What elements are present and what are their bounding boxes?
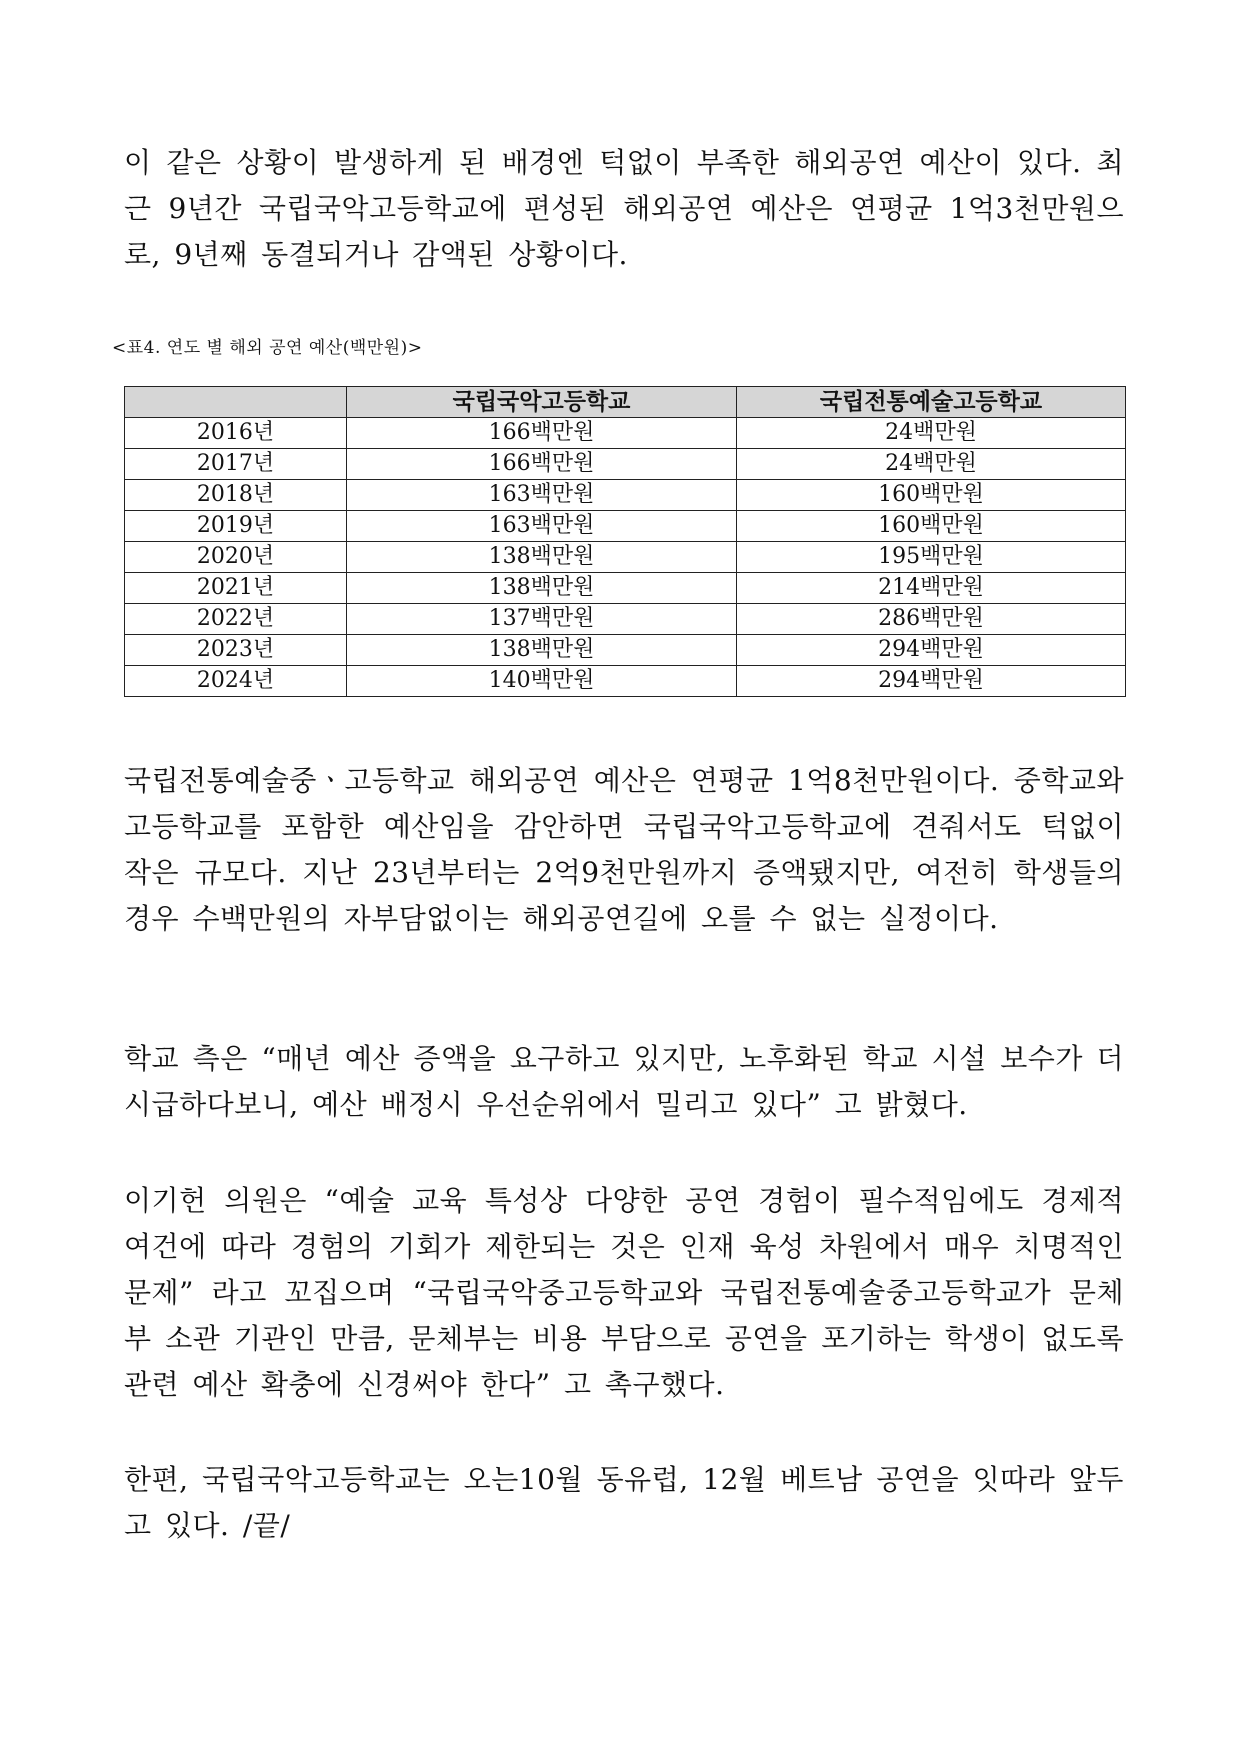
table-cell-gugak: 163백만원 <box>347 511 737 542</box>
table-row <box>125 449 1126 480</box>
body-paragraph-background: 이 같은 상황이 발생하게 된 배경엔 턱없이 부족한 해외공연 예산이 있다. 최근 9년간 국립국악고등학교에 편성된 해외공연 예산은 연평균 1억3천만원으로, 9년째 동결되거나 감액된 상황이다. <box>124 146 1124 271</box>
table-row <box>125 604 1126 635</box>
table-cell-arts: 294백만원 <box>737 635 1126 666</box>
table-cell-arts: 195백만원 <box>737 542 1126 573</box>
table-cell-year: 2016년 <box>125 418 347 449</box>
table-cell-year: 2022년 <box>125 604 347 635</box>
table-header-year <box>125 387 347 418</box>
table-cell-year: 2024년 <box>125 666 347 697</box>
body-paragraph-traditional-arts-budget: 국립전통예술중ㆍ고등학교 해외공연 예산은 연평균 1억8천만원이다. 중학교와 고등학교를 포함한 예산임을 감안하면 국립국악고등학교에 견줘서도 턱없이 작은 규모다. 지난 23년부터는 2억9천만원까지 증액됐지만, 여전히 학생들의 경우 수백만원의 자부담없이는 해외공연길에 오를 수 없는 실정이다. <box>124 764 1124 935</box>
table-row <box>125 511 1126 542</box>
table-cell-gugak: 166백만원 <box>347 449 737 480</box>
table-cell-arts: 160백만원 <box>737 480 1126 511</box>
table-cell-gugak: 166백만원 <box>347 418 737 449</box>
table-cell-gugak: 163백만원 <box>347 480 737 511</box>
table-cell-arts: 24백만원 <box>737 449 1126 480</box>
table-header-row <box>125 387 1126 418</box>
table-caption: <표4. 연도 별 해외 공연 예산(백만원)> <box>112 338 423 358</box>
budget-table <box>124 386 1126 697</box>
table-cell-year: 2017년 <box>125 449 347 480</box>
table-cell-arts: 286백만원 <box>737 604 1126 635</box>
table-cell-arts: 24백만원 <box>737 418 1126 449</box>
table-cell-year: 2019년 <box>125 511 347 542</box>
table-cell-gugak: 140백만원 <box>347 666 737 697</box>
table-cell-year: 2018년 <box>125 480 347 511</box>
table-cell-gugak: 138백만원 <box>347 542 737 573</box>
table-cell-year: 2020년 <box>125 542 347 573</box>
table-row <box>125 480 1126 511</box>
table-cell-year: 2021년 <box>125 573 347 604</box>
table-row <box>125 418 1126 449</box>
body-paragraph-closing: 한편, 국립국악고등학교는 오는10월 동유럽, 12월 베트남 공연을 잇따라 앞두고 있다. /끝/ <box>124 1463 1124 1542</box>
table-row <box>125 666 1126 697</box>
table-header-gugak-school: 국립국악고등학교 <box>347 387 737 418</box>
table-cell-year: 2023년 <box>125 635 347 666</box>
body-paragraph-lawmaker-quote: 이기헌 의원은 “예술 교육 특성상 다양한 공연 경험이 필수적임에도 경제적 여건에 따라 경험의 기회가 제한되는 것은 인재 육성 차원에서 매우 치명적인 문제” 라고 꼬집으며 “국립국악중고등학교와 국립전통예술중고등학교가 문체부 소관 기관인 만큼, 문체부는 비용 부담으로 공연을 포기하는 학생이 없도록 관련 예산 확충에 신경써야 한다” 고 촉구했다. <box>124 1184 1124 1401</box>
table-row <box>125 573 1126 604</box>
table-cell-gugak: 138백만원 <box>347 635 737 666</box>
table-cell-gugak: 137백만원 <box>347 604 737 635</box>
table-cell-arts: 294백만원 <box>737 666 1126 697</box>
table-row <box>125 542 1126 573</box>
table-cell-arts: 214백만원 <box>737 573 1126 604</box>
table-cell-gugak: 138백만원 <box>347 573 737 604</box>
table-cell-arts: 160백만원 <box>737 511 1126 542</box>
table-row <box>125 635 1126 666</box>
body-paragraph-school-statement: 학교 측은 “매년 예산 증액을 요구하고 있지만, 노후화된 학교 시설 보수가 더 시급하다보니, 예산 배정시 우선순위에서 밀리고 있다” 고 밝혔다. <box>124 1042 1125 1121</box>
table-header-traditional-arts-school: 국립전통예술고등학교 <box>737 387 1126 418</box>
